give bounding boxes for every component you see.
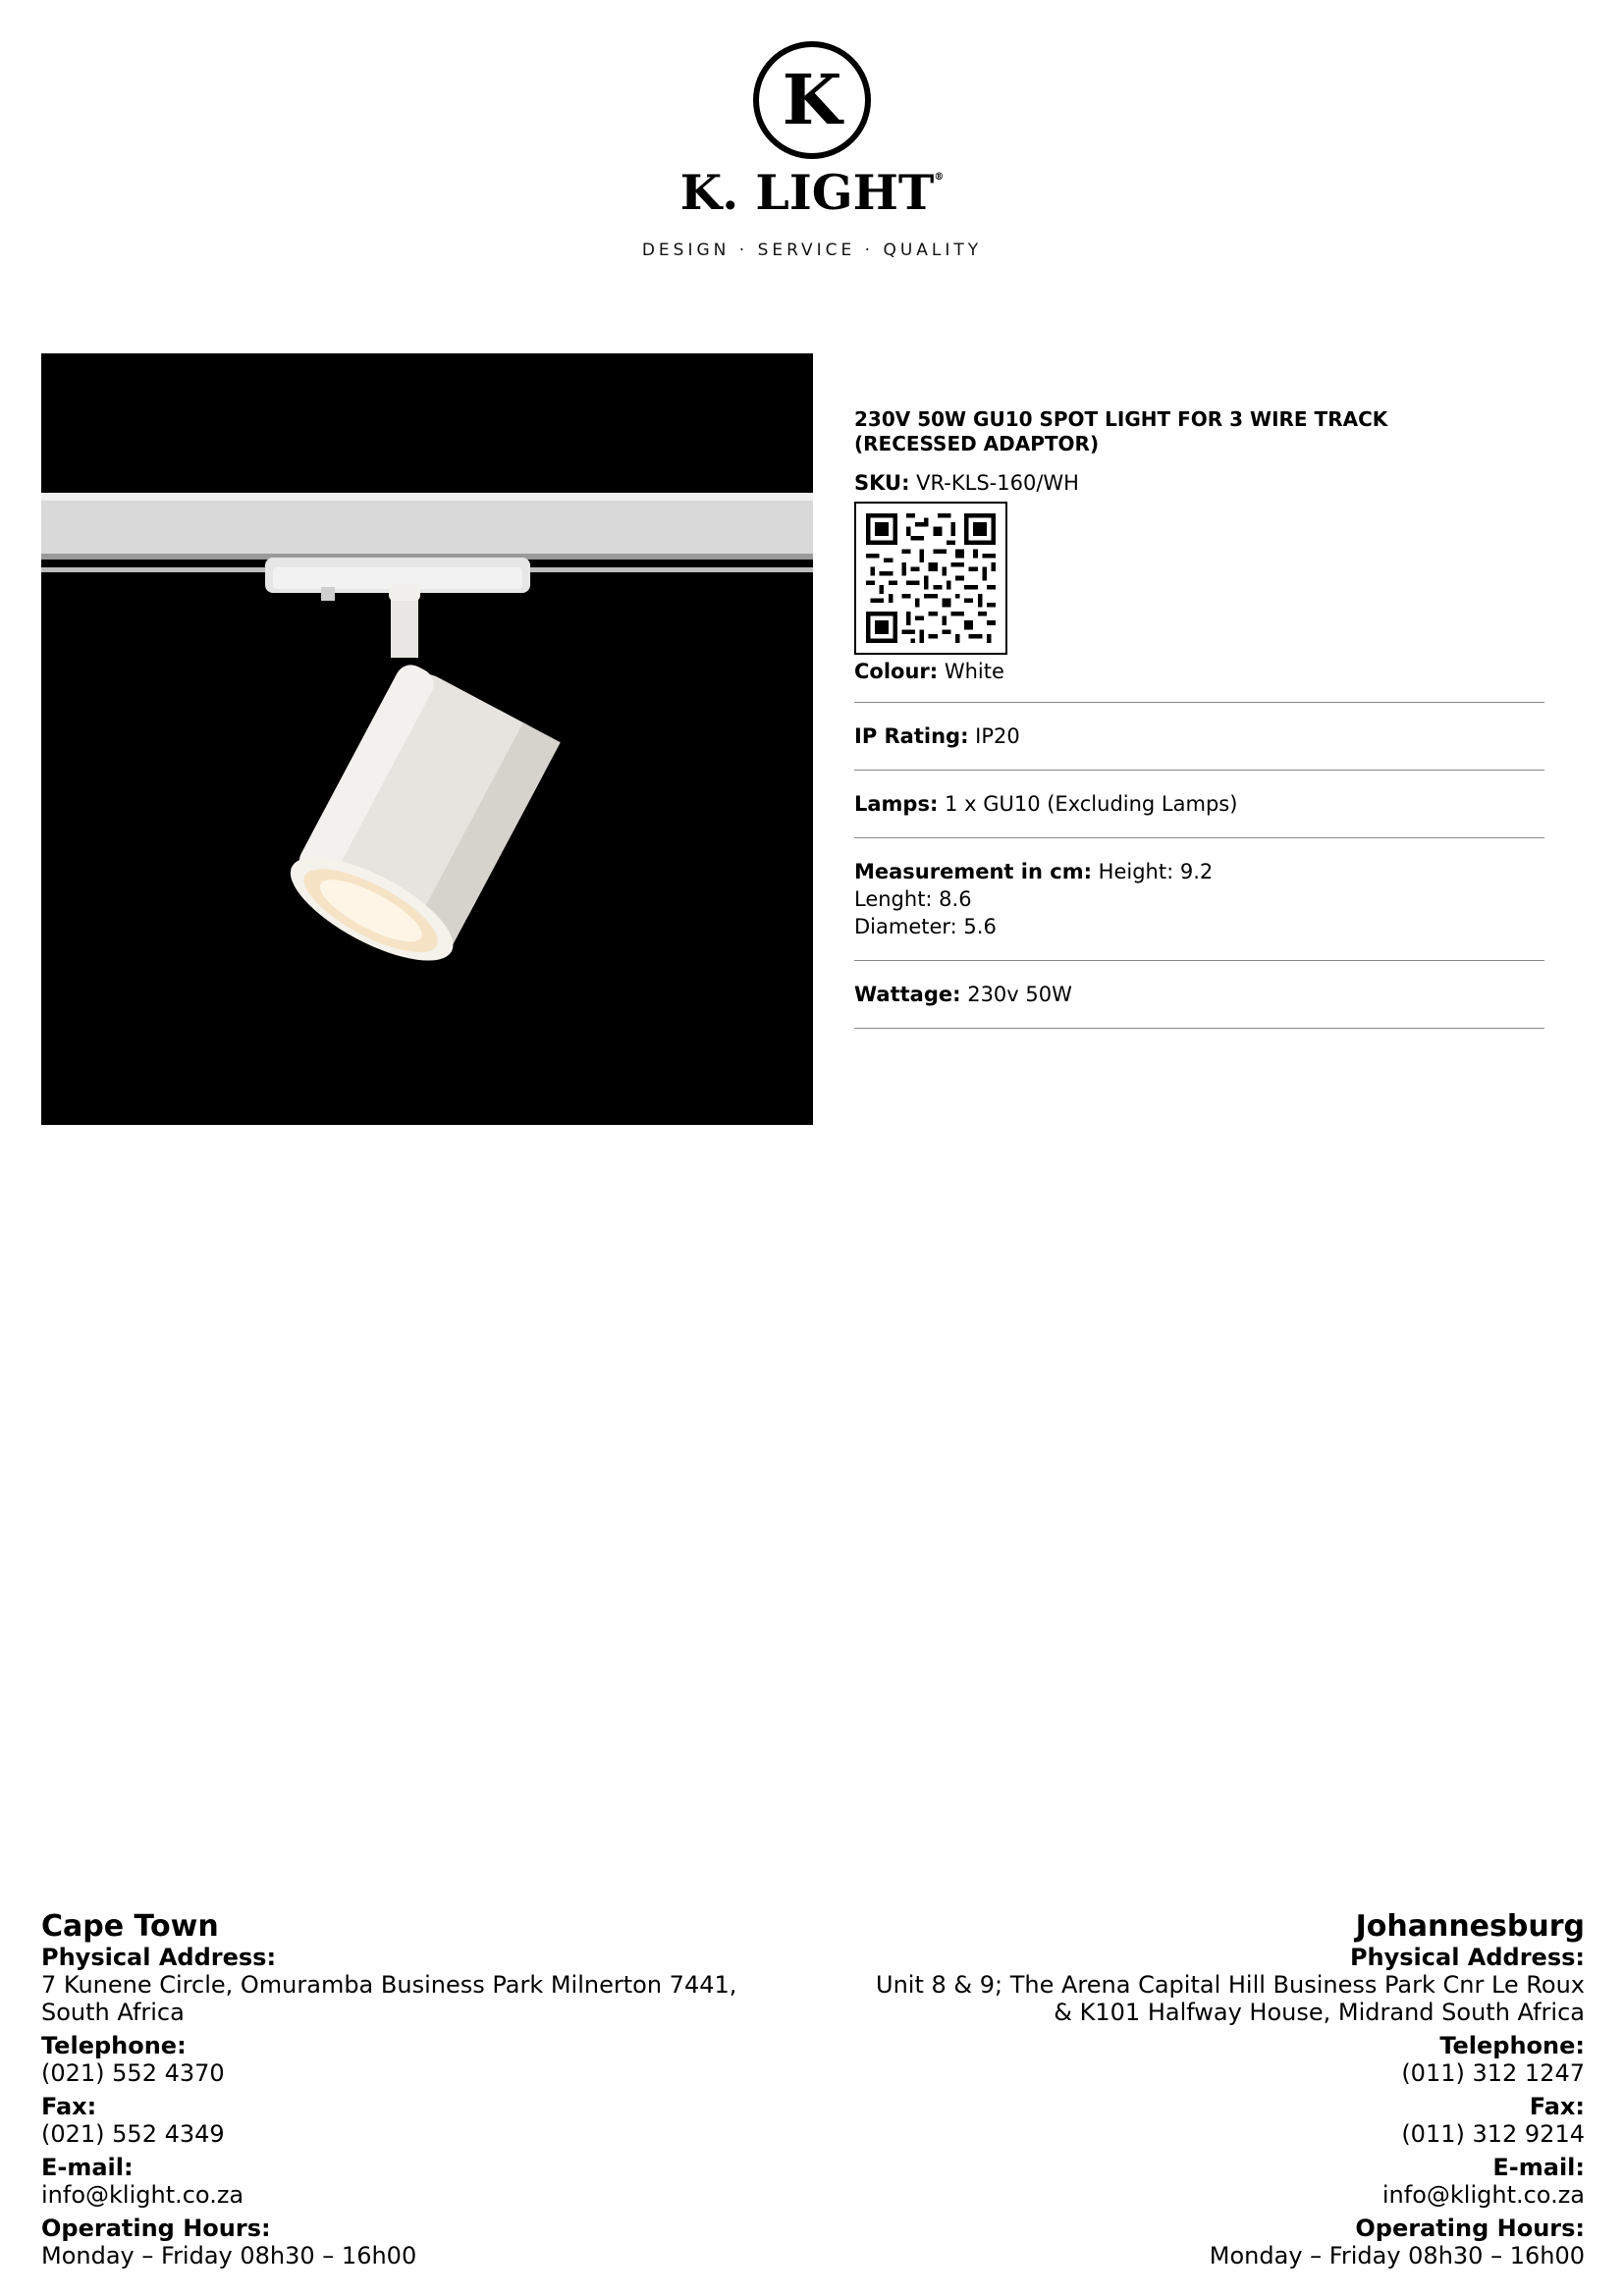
product-title: 230V 50W GU10 SPOT LIGHT FOR 3 WIRE TRACK (RECESSED ADAPTOR)	[854, 407, 1388, 455]
wattage-label: Wattage:	[854, 983, 961, 1006]
cape-town-telephone-label: Telephone:	[41, 2032, 187, 2059]
spec-panel	[854, 407, 1544, 1029]
johannesburg-hours-label: Operating Hours:	[1355, 2215, 1585, 2242]
lamps-label: Lamps:	[854, 792, 939, 816]
johannesburg-hours: Monday – Friday 08h30 – 16h00	[1209, 2242, 1585, 2269]
cape-town-email-label: E-mail:	[41, 2154, 134, 2181]
measurement-row	[854, 838, 1544, 961]
cape-town-hours: Monday – Friday 08h30 – 16h00	[41, 2242, 417, 2269]
johannesburg-city: Johannesburg	[1355, 1909, 1585, 1944]
johannesburg-address-label: Physical Address:	[1349, 1944, 1585, 1971]
cape-town-telephone[interactable]: (021) 552 4370	[41, 2059, 225, 2087]
cape-town-address-line1: 7 Kunene Circle, Omuramba Business Park Milnerton 7441,	[41, 1971, 737, 1999]
brand-tagline: DESIGN · SERVICE · QUALITY	[641, 240, 983, 260]
measurement-diameter: Diameter: 5.6	[854, 915, 997, 938]
ip-rating-value: IP20	[975, 724, 1020, 748]
lamps-value: 1 x GU10 (Excluding Lamps)	[945, 792, 1238, 816]
measurement-label: Measurement in cm:	[854, 860, 1092, 883]
wattage-value: 230v 50W	[967, 983, 1072, 1006]
cape-town-contact	[41, 1910, 817, 2269]
header-logo	[0, 39, 1624, 260]
measurement-length: Lenght: 8.6	[854, 887, 972, 911]
k-logo-icon	[751, 39, 873, 161]
johannesburg-fax-label: Fax:	[1529, 2093, 1585, 2120]
johannesburg-email[interactable]: info@klight.co.za	[1381, 2181, 1585, 2209]
johannesburg-telephone-label: Telephone:	[1439, 2032, 1585, 2059]
colour-value: White	[944, 660, 1004, 683]
qr-code-icon	[866, 513, 996, 643]
logo-letter: K	[782, 59, 842, 140]
johannesburg-address-line1: Unit 8 & 9; The Arena Capital Hill Business Park Cnr Le Roux	[876, 1971, 1585, 1999]
cape-town-email[interactable]: info@klight.co.za	[41, 2181, 244, 2209]
cape-town-city: Cape Town	[41, 1909, 219, 1944]
johannesburg-contact	[809, 1910, 1585, 2269]
product-image	[41, 353, 813, 1125]
sku-label: SKU:	[854, 471, 910, 495]
registered-mark: ®	[934, 172, 945, 183]
track-spotlight-illustration	[41, 353, 813, 1125]
wattage-row	[854, 961, 1544, 1029]
johannesburg-address-line2: & K101 Halfway House, Midrand South Africa	[1054, 1999, 1585, 2026]
cape-town-address-label: Physical Address:	[41, 1944, 277, 1971]
colour-row	[854, 659, 1544, 703]
cape-town-address-line2: South Africa	[41, 1999, 185, 2026]
johannesburg-telephone[interactable]: (011) 312 1247	[1401, 2059, 1585, 2087]
sku-line	[854, 470, 1544, 496]
cape-town-fax-label: Fax:	[41, 2093, 97, 2120]
lamps-row	[854, 771, 1544, 838]
colour-label: Colour:	[854, 660, 939, 683]
measurement-height: Height: 9.2	[1098, 860, 1214, 883]
cape-town-fax: (021) 552 4349	[41, 2120, 225, 2148]
qr-code	[854, 502, 1007, 655]
ip-rating-row	[854, 703, 1544, 771]
johannesburg-email-label: E-mail:	[1492, 2154, 1585, 2181]
brand-name: K. LIGHT®	[679, 164, 945, 221]
cape-town-hours-label: Operating Hours:	[41, 2215, 271, 2242]
johannesburg-fax: (011) 312 9214	[1401, 2120, 1585, 2148]
ip-rating-label: IP Rating:	[854, 724, 969, 748]
sku-value: VR-KLS-160/WH	[916, 471, 1079, 495]
